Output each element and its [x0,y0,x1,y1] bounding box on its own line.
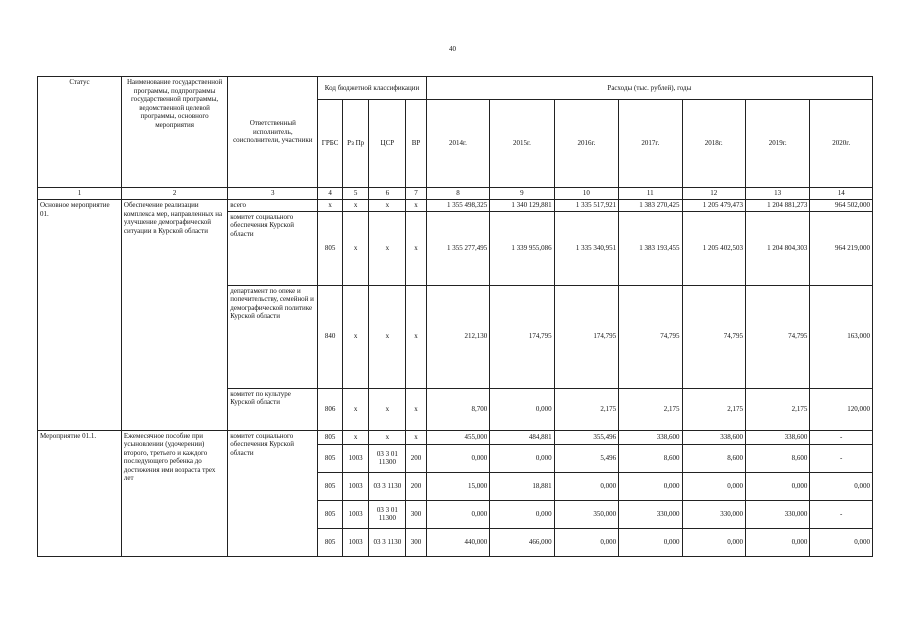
header-vr: ВР [406,100,426,188]
cell-amount: 0,000 [426,444,489,472]
cell-amount: 174,795 [490,285,554,388]
cell-vr: x [406,211,426,285]
cell-csr: x [369,200,406,212]
cell-rzpr: 1003 [342,500,369,528]
cell-csr: x [369,285,406,388]
cell-amount: 330,000 [745,500,809,528]
header-year: 2018г. [682,100,745,188]
header-year: 2020г. [810,100,873,188]
cell-amount: 1 355 498,325 [426,200,489,212]
cell-amount: 8,600 [745,444,809,472]
cell-rzpr: 1003 [342,528,369,556]
cell-vr: x [406,430,426,444]
cell-vr: 300 [406,528,426,556]
cell-rzpr: 1003 [342,444,369,472]
cell-grbs: x [318,200,343,212]
cell-amount: 74,795 [682,285,745,388]
cell-amount: 0,000 [619,472,682,500]
cell-vr: x [406,285,426,388]
cell-vr: x [406,388,426,430]
cell-csr: x [369,388,406,430]
cell-grbs: 806 [318,388,343,430]
cell-amount: 0,000 [490,444,554,472]
cell-rzpr: 1003 [342,472,369,500]
column-number: 3 [228,188,318,200]
cell-amount: - [810,500,873,528]
cell-amount: 330,000 [619,500,682,528]
cell-csr: 03 3 1130 [369,472,406,500]
table-row [38,430,873,444]
cell-csr: 03 3 01 11300 [369,500,406,528]
cell-amount: 964 502,000 [810,200,873,212]
cell-amount: 964 219,000 [810,211,873,285]
cell-grbs: 840 [318,285,343,388]
cell-vr: 200 [406,444,426,472]
column-number: 2 [121,188,227,200]
cell-rzpr: x [342,200,369,212]
cell-amount: 174,795 [554,285,618,388]
cell-rzpr: x [342,388,369,430]
table-row [38,200,873,212]
cell-amount: 1 205 402,503 [682,211,745,285]
cell-amount: 1 340 129,881 [490,200,554,212]
header-grbs: ГРБС [318,100,343,188]
cell-csr: 03 3 01 11300 [369,444,406,472]
header-year: 2017г. [619,100,682,188]
row-status: Основное мероприятие 01. [38,200,122,431]
header-year: 2016г. [554,100,618,188]
cell-amount: 355,496 [554,430,618,444]
cell-csr: 03 3 1130 [369,528,406,556]
row-responsible: департамент по опеке и попечительству, семейной и демографической политике Курской области [228,285,318,388]
cell-amount: 1 204 881,273 [745,200,809,212]
cell-amount: 0,000 [426,500,489,528]
cell-grbs: 805 [318,444,343,472]
header-row-top [38,77,873,100]
cell-amount: 2,175 [745,388,809,430]
cell-amount: 163,000 [810,285,873,388]
cell-amount: 0,000 [682,472,745,500]
cell-grbs: 805 [318,528,343,556]
cell-amount: 2,175 [682,388,745,430]
header-rzpr: Рз Пр [342,100,369,188]
page-number: 40 [449,45,456,53]
row-name: Обеспечение реализации комплекса мер, направленных на улучшение демографической ситуации в Курской области [121,200,227,431]
cell-amount: 212,130 [426,285,489,388]
cell-amount: 0,000 [490,388,554,430]
cell-amount: 466,000 [490,528,554,556]
budget-table [37,76,873,557]
cell-amount: 0,000 [554,472,618,500]
cell-amount: 0,000 [810,528,873,556]
header-status: Статус [38,77,122,188]
cell-amount: - [810,444,873,472]
cell-amount: 1 339 955,086 [490,211,554,285]
cell-amount: 0,000 [490,500,554,528]
column-number: 4 [318,188,343,200]
cell-amount: 1 204 804,303 [745,211,809,285]
cell-amount: 74,795 [619,285,682,388]
cell-amount: 0,000 [745,472,809,500]
column-number: 12 [682,188,745,200]
column-number: 13 [745,188,809,200]
column-number: 5 [342,188,369,200]
cell-amount: 0,000 [682,528,745,556]
cell-amount: 338,600 [745,430,809,444]
cell-vr: 300 [406,500,426,528]
row-responsible: комитет по культуре Курской области [228,388,318,430]
header-year: 2019г. [745,100,809,188]
cell-amount: 8,600 [619,444,682,472]
cell-amount: 350,000 [554,500,618,528]
cell-amount: 15,000 [426,472,489,500]
cell-amount: 455,000 [426,430,489,444]
cell-amount: - [810,430,873,444]
cell-amount: 74,795 [745,285,809,388]
column-number: 10 [554,188,618,200]
column-number: 9 [490,188,554,200]
row-responsible: комитет социального обеспечения Курской области [228,211,318,285]
column-number: 14 [810,188,873,200]
cell-amount: 0,000 [745,528,809,556]
cell-amount: 1 383 270,425 [619,200,682,212]
header-responsible: Ответственный исполнитель, соисполнители, участники [228,77,318,188]
cell-amount: 2,175 [619,388,682,430]
column-number: 8 [426,188,489,200]
row-responsible: комитет социального обеспечения Курской области [228,430,318,556]
cell-amount: 1 355 277,495 [426,211,489,285]
cell-amount: 120,000 [810,388,873,430]
cell-amount: 0,000 [810,472,873,500]
cell-amount: 0,000 [619,528,682,556]
row-responsible: всего [228,200,318,212]
cell-amount: 1 335 517,921 [554,200,618,212]
column-number-row [38,188,873,200]
column-number: 7 [406,188,426,200]
cell-amount: 0,000 [554,528,618,556]
cell-vr: x [406,200,426,212]
cell-csr: x [369,430,406,444]
cell-amount: 330,000 [682,500,745,528]
column-number: 6 [369,188,406,200]
cell-amount: 5,496 [554,444,618,472]
cell-csr: x [369,211,406,285]
cell-grbs: 805 [318,500,343,528]
row-name: Ежемесячное пособие при усыновлении (удочерении) второго, третьего и каждого последующего ребенка до достижения ими возраста трех лет [121,430,227,556]
cell-amount: 8,600 [682,444,745,472]
cell-amount: 1 205 479,473 [682,200,745,212]
cell-grbs: 805 [318,430,343,444]
header-csr: ЦСР [369,100,406,188]
cell-amount: 1 335 340,951 [554,211,618,285]
cell-grbs: 805 [318,472,343,500]
column-number: 11 [619,188,682,200]
cell-amount: 1 383 193,455 [619,211,682,285]
cell-amount: 484,881 [490,430,554,444]
cell-amount: 440,000 [426,528,489,556]
cell-grbs: 805 [318,211,343,285]
header-year: 2014г. [426,100,489,188]
cell-rzpr: x [342,211,369,285]
cell-vr: 200 [406,472,426,500]
header-budget-code: Код бюджетной классификации [318,77,426,100]
cell-amount: 8,700 [426,388,489,430]
cell-amount: 338,600 [619,430,682,444]
row-status: Мероприятие 01.1. [38,430,122,556]
cell-rzpr: x [342,285,369,388]
cell-amount: 18,881 [490,472,554,500]
cell-amount: 2,175 [554,388,618,430]
header-year: 2015г. [490,100,554,188]
column-number: 1 [38,188,122,200]
header-expenses: Расходы (тыс. рублей), годы [426,77,872,100]
header-name: Наименование государственной программы, подпрограммы государственной программы, ведомственной целевой программы, основного мероприятия [121,77,227,188]
cell-amount: 338,600 [682,430,745,444]
cell-rzpr: x [342,430,369,444]
